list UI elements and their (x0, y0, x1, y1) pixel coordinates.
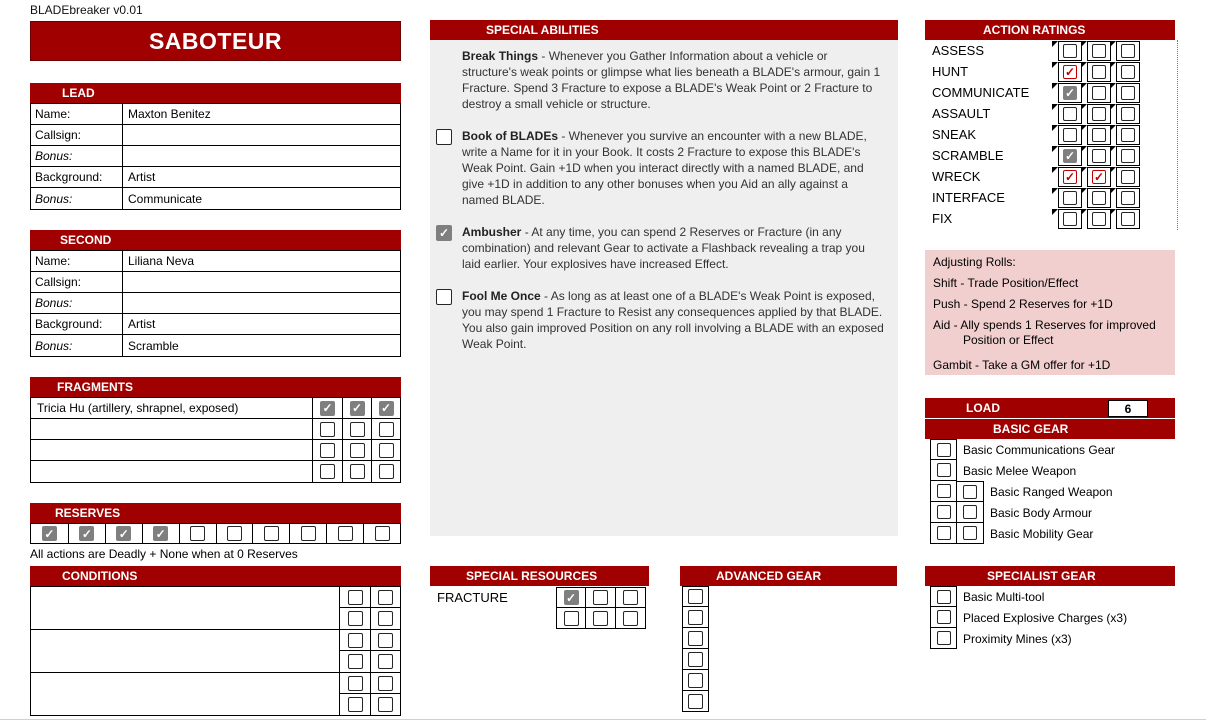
action-rating-checkbox[interactable] (1092, 149, 1106, 163)
action-rating-cell[interactable] (1058, 83, 1082, 103)
action-rating-cell[interactable] (1087, 104, 1111, 124)
gear-checkbox[interactable] (937, 526, 951, 540)
action-rating-cell[interactable] (1087, 146, 1111, 166)
ability-name: Book of BLADEs (462, 129, 558, 143)
action-rating-checkbox[interactable] (1063, 44, 1077, 58)
print-area-divider (1177, 40, 1178, 230)
load-label: LOAD (966, 401, 1000, 415)
adjusting-rolls-line: Push - Spend 2 Reserves for +1D (933, 297, 1113, 311)
adjusting-rolls-title: Adjusting Rolls: (933, 255, 1016, 269)
table-row (31, 335, 400, 356)
conditions-header (30, 566, 401, 586)
action-rating-cell[interactable] (1116, 41, 1140, 61)
corner-mark-icon (1081, 167, 1087, 173)
gear-label: Basic Body Armour (990, 505, 1093, 520)
condition-checkbox[interactable] (378, 697, 393, 712)
action-rating-checkbox[interactable] (1092, 191, 1106, 205)
ability-break-things (462, 48, 884, 112)
fracture-grid (556, 587, 646, 629)
class-title-banner (30, 21, 401, 61)
corner-mark-icon (1052, 104, 1058, 110)
action-rating-cell[interactable] (1116, 104, 1140, 124)
fracture-checkbox[interactable] (564, 611, 579, 626)
table-row (31, 272, 400, 293)
gear-label: Basic Ranged Weapon (990, 484, 1113, 499)
reserves-track (30, 523, 401, 544)
corner-mark-icon (1110, 83, 1116, 89)
adjusting-rolls-box (925, 250, 1175, 375)
action-row-interface (925, 187, 1175, 208)
ability-checkbox[interactable] (436, 225, 452, 241)
action-rating-checkbox[interactable] (1063, 212, 1077, 226)
condition-text[interactable] (31, 630, 340, 672)
gear-item (930, 460, 1175, 481)
section-title: SECOND (60, 233, 112, 247)
fragment-checkbox[interactable] (350, 443, 365, 458)
action-rating-cell[interactable] (1087, 188, 1111, 208)
action-rating-checkbox[interactable] (1121, 65, 1135, 79)
action-rating-checkbox[interactable] (1063, 170, 1077, 184)
reserve-checkbox[interactable] (264, 526, 279, 541)
fragment-checkbox[interactable] (320, 422, 335, 437)
gear-label: Placed Explosive Charges (x3) (963, 610, 1128, 625)
advanced-gear-checkbox[interactable] (688, 694, 703, 709)
table-row (31, 293, 400, 314)
table-row (31, 104, 400, 125)
gear-label: Basic Communications Gear (963, 442, 1116, 457)
advanced-gear-checkbox[interactable] (688, 589, 703, 604)
fragment-text[interactable] (31, 461, 313, 482)
table-row (31, 188, 400, 209)
lead-name-field[interactable]: Maxton Benitez (128, 107, 211, 121)
action-rating-cell[interactable] (1058, 167, 1082, 187)
ability-text: - As long as at least one of a BLADE's Weak Point is exposed, you may spend 1 Fracture to Resist any consequences applied by that BLADE. You also gain improved Position on any roll involving a BLADE with an exposed Weak Point. (462, 289, 884, 351)
fragment-row (31, 440, 400, 461)
corner-mark-icon (1052, 146, 1058, 152)
section-title: ACTION RATINGS (983, 23, 1086, 37)
reserves-section (30, 503, 401, 561)
fracture-checkbox[interactable] (593, 611, 608, 626)
action-rating-cell[interactable] (1116, 125, 1140, 145)
field-label: Name: (31, 104, 123, 124)
action-rating-checkbox[interactable] (1092, 128, 1106, 142)
field-label: Background: (31, 314, 123, 334)
action-rating-cell[interactable] (1058, 104, 1082, 124)
corner-mark-icon (1052, 167, 1058, 173)
action-rating-checkbox[interactable] (1092, 170, 1106, 184)
gear-item (930, 502, 1175, 523)
fragment-checkbox[interactable] (379, 422, 394, 437)
special-abilities-section (430, 20, 898, 536)
corner-mark-icon (1052, 62, 1058, 68)
action-rating-cell[interactable] (1116, 167, 1140, 187)
action-ratings-section (925, 20, 1175, 229)
action-ratings-header (925, 20, 1175, 40)
fracture-track (430, 586, 649, 632)
lead-header (30, 83, 401, 103)
corner-mark-icon (1081, 83, 1087, 89)
special-resources-section (430, 566, 649, 632)
corner-mark-icon (1081, 41, 1087, 47)
field-label: Bonus: (31, 293, 123, 313)
reserves-header (30, 503, 401, 523)
action-rating-checkbox[interactable] (1092, 86, 1106, 100)
basic-gear-header (925, 419, 1175, 439)
corner-mark-icon (1052, 83, 1058, 89)
page-bottom-gridline (0, 719, 1206, 720)
action-rating-checkbox[interactable] (1121, 191, 1135, 205)
specialist-gear-list (930, 586, 1175, 649)
action-rating-checkbox[interactable] (1092, 107, 1106, 121)
gear-checkbox[interactable] (937, 610, 951, 624)
field-label: Callsign: (31, 125, 123, 145)
action-row-communicate (925, 82, 1175, 103)
action-name: HUNT (932, 64, 969, 79)
fragment-checkbox[interactable] (379, 464, 394, 479)
ability-ambusher (462, 224, 884, 272)
condition-checkbox[interactable] (378, 633, 393, 648)
reserve-checkbox[interactable] (301, 526, 316, 541)
second-bonus-field[interactable] (123, 293, 400, 313)
conditions-section (30, 566, 401, 716)
fragment-text[interactable] (31, 440, 313, 460)
corner-mark-icon (1110, 41, 1116, 47)
condition-slot (31, 587, 400, 630)
condition-checkbox[interactable] (348, 676, 363, 691)
action-rating-checkbox[interactable] (1063, 107, 1077, 121)
reserves-note: All actions are Deadly + None when at 0 Reserves (30, 547, 298, 561)
field-label: Background: (31, 167, 123, 187)
condition-checkbox[interactable] (348, 590, 363, 605)
gear-item (930, 628, 1175, 649)
action-rating-cell[interactable] (1087, 209, 1111, 229)
action-rating-cell[interactable] (1116, 83, 1140, 103)
action-rating-cell[interactable] (1058, 146, 1082, 166)
adjusting-rolls-line: Shift - Trade Position/Effect (933, 276, 1079, 290)
fragment-checkbox[interactable] (320, 464, 335, 479)
corner-mark-icon (1052, 125, 1058, 131)
advanced-gear-column (682, 586, 897, 712)
condition-checkbox[interactable] (348, 611, 363, 626)
adjusting-rolls-line: Gambit - Take a GM offer for +1D (933, 358, 1111, 372)
gear-item (930, 523, 1175, 544)
specialist-gear-header (925, 566, 1175, 586)
section-title: CONDITIONS (62, 569, 138, 583)
action-name: ASSESS (932, 43, 985, 58)
condition-slot (31, 630, 400, 673)
fracture-checkbox[interactable] (623, 611, 638, 626)
action-rating-cell[interactable] (1087, 62, 1111, 82)
second-name-field[interactable]: Liliana Neva (128, 254, 195, 268)
fragment-checkbox[interactable] (379, 443, 394, 458)
ability-text: - Whenever you Gather Information about a vehicle or structure's weak points or glimpse what lies beneath a BLADE's armour, gain 1 Fracture. Spend 3 Fracture to expose a BLADE's Weak Point or 2 Fracture to destroy a small vehicle or structure. (462, 49, 881, 111)
action-rating-checkbox[interactable] (1092, 212, 1106, 226)
second-header (30, 230, 401, 250)
field-label: Bonus: (31, 146, 123, 166)
ability-name: Fool Me Once (462, 289, 541, 303)
action-rating-cell[interactable] (1087, 125, 1111, 145)
lead-section (30, 83, 401, 210)
corner-mark-icon (1081, 62, 1087, 68)
table-row (31, 314, 400, 335)
corner-mark-icon (1081, 125, 1087, 131)
reserve-checkbox[interactable] (190, 526, 205, 541)
action-rating-checkbox[interactable] (1121, 149, 1135, 163)
adjusting-rolls-line: Aid - Ally spends 1 Reserves for improved Position or Effect (933, 318, 1156, 347)
condition-checkbox[interactable] (348, 633, 363, 648)
action-rating-cell[interactable] (1116, 209, 1140, 229)
basic-gear-section (925, 419, 1175, 544)
corner-mark-icon (1081, 146, 1087, 152)
action-row-assess (925, 40, 1175, 61)
fragments-header (30, 377, 401, 397)
action-rating-cell[interactable] (1116, 62, 1140, 82)
lead-bonus-field[interactable] (123, 146, 400, 166)
fragment-row (31, 461, 400, 482)
action-row-hunt (925, 61, 1175, 82)
section-title: RESERVES (55, 506, 121, 520)
fracture-checkbox[interactable] (564, 590, 579, 605)
ability-book-of-blades (462, 128, 884, 208)
action-row-fix (925, 208, 1175, 229)
gear-checkbox[interactable] (937, 631, 951, 645)
action-row-scramble (925, 145, 1175, 166)
app-version-label: BLADEbreaker v0.01 (30, 3, 143, 17)
load-value[interactable]: 6 (1108, 400, 1148, 417)
fragment-row (31, 419, 400, 440)
table-row (31, 125, 400, 146)
gear-item (930, 586, 1175, 607)
corner-mark-icon (1110, 146, 1116, 152)
action-name: SNEAK (932, 127, 977, 142)
gear-checkbox[interactable] (937, 505, 951, 519)
action-rating-cell[interactable] (1087, 167, 1111, 187)
load-bar (925, 398, 1175, 418)
fragments-table (30, 397, 401, 483)
fragment-checkbox[interactable] (379, 401, 394, 416)
condition-checkbox[interactable] (348, 654, 363, 669)
lead-background-field[interactable]: Artist (128, 170, 156, 184)
special-resources-header (430, 566, 649, 586)
gear-label: Basic Multi-tool (963, 589, 1045, 604)
action-rating-cell[interactable] (1087, 83, 1111, 103)
specialist-gear-section (925, 566, 1175, 649)
fragment-checkbox[interactable] (350, 422, 365, 437)
second-callsign-field[interactable] (123, 272, 400, 292)
action-rating-checkbox[interactable] (1063, 65, 1077, 79)
action-rating-cell[interactable] (1058, 209, 1082, 229)
advanced-gear-checkbox[interactable] (688, 652, 703, 667)
action-rating-checkbox[interactable] (1092, 65, 1106, 79)
section-title: LEAD (62, 86, 95, 100)
special-abilities-header (430, 20, 898, 40)
action-rating-cell[interactable] (1058, 125, 1082, 145)
corner-mark-icon (1110, 62, 1116, 68)
action-row-wreck (925, 166, 1175, 187)
condition-checkbox[interactable] (378, 654, 393, 669)
action-rating-checkbox[interactable] (1063, 128, 1077, 142)
ability-text: - Whenever you survive an encounter with a new BLADE, write a Name for it in your Book. It costs 2 Fracture to expose this BLADE's Weak Point. Gain +1D when you interact directly with a named BLADE, and give +1D in addition to any other bonuses when you Aid an ally against a named BLADE. (462, 129, 867, 207)
special-abilities-box (430, 40, 898, 536)
action-rating-cell[interactable] (1087, 41, 1111, 61)
fragment-checkbox[interactable] (350, 464, 365, 479)
corner-mark-icon (1052, 41, 1058, 47)
second-section (30, 230, 401, 357)
lead-background-bonus-field[interactable]: Communicate (128, 191, 203, 206)
table-row (31, 167, 400, 188)
action-rating-cell[interactable] (1058, 41, 1082, 61)
fragment-checkbox[interactable] (320, 443, 335, 458)
fracture-checkbox[interactable] (593, 590, 608, 605)
advanced-gear-section (680, 566, 897, 712)
action-row-sneak (925, 124, 1175, 145)
second-table (30, 250, 401, 357)
action-rating-checkbox[interactable] (1063, 191, 1077, 205)
section-title: SPECIALIST GEAR (987, 569, 1096, 583)
fracture-checkbox[interactable] (623, 590, 638, 605)
corner-mark-icon (1110, 104, 1116, 110)
corner-mark-icon (1110, 167, 1116, 173)
gear-item (930, 439, 1175, 460)
lead-callsign-field[interactable] (123, 125, 400, 145)
gear-label: Basic Mobility Gear (990, 526, 1094, 541)
field-label: Callsign: (31, 272, 123, 292)
gear-checkbox[interactable] (963, 505, 977, 519)
condition-text[interactable] (31, 587, 340, 629)
action-name: INTERFACE (932, 190, 1005, 205)
gear-checkbox[interactable] (937, 590, 951, 604)
reserve-checkbox[interactable] (338, 526, 353, 541)
action-name: COMMUNICATE (932, 85, 1030, 100)
class-title: SABOTEUR (148, 27, 283, 54)
advanced-gear-checkbox[interactable] (688, 673, 703, 688)
action-rating-checkbox[interactable] (1121, 128, 1135, 142)
action-name: FIX (932, 211, 953, 226)
condition-checkbox[interactable] (378, 590, 393, 605)
conditions-table (30, 586, 401, 716)
reserve-checkbox[interactable] (153, 526, 168, 541)
advanced-gear-checkbox[interactable] (688, 631, 703, 646)
action-rating-checkbox[interactable] (1063, 149, 1077, 163)
fragment-checkbox[interactable] (320, 401, 335, 416)
condition-text[interactable] (31, 673, 340, 715)
fragment-text[interactable]: Tricia Hu (artillery, shrapnel, exposed) (31, 398, 313, 418)
action-rating-checkbox[interactable] (1121, 86, 1135, 100)
action-name: WRECK (932, 169, 981, 184)
table-row (31, 251, 400, 272)
field-label: Bonus: (31, 335, 123, 356)
action-rating-cell[interactable] (1058, 188, 1082, 208)
section-title: BASIC GEAR (993, 422, 1069, 436)
gear-item (930, 607, 1175, 628)
action-rating-checkbox[interactable] (1063, 86, 1077, 100)
action-row-assault (925, 103, 1175, 124)
ability-checkbox[interactable] (436, 289, 452, 305)
condition-checkbox[interactable] (378, 611, 393, 626)
corner-mark-icon (1110, 188, 1116, 194)
section-title: SPECIAL RESOURCES (466, 569, 598, 583)
gear-checkbox[interactable] (937, 463, 951, 477)
ability-fool-me-once (462, 288, 884, 352)
field-label: Name: (31, 251, 123, 271)
action-rating-checkbox[interactable] (1121, 212, 1135, 226)
advanced-gear-header (680, 566, 897, 586)
corner-mark-icon (1110, 209, 1116, 215)
condition-slot (31, 673, 400, 715)
section-title: FRAGMENTS (57, 380, 133, 394)
second-background-bonus-field[interactable]: Scramble (128, 338, 179, 353)
fragment-checkbox[interactable] (350, 401, 365, 416)
gear-checkbox[interactable] (937, 443, 951, 457)
action-rating-checkbox[interactable] (1121, 44, 1135, 58)
action-rating-cell[interactable] (1058, 62, 1082, 82)
ability-name: Break Things (462, 49, 539, 63)
advanced-gear-checkbox[interactable] (688, 610, 703, 625)
ability-checkbox[interactable] (436, 129, 452, 145)
action-rating-checkbox[interactable] (1121, 170, 1135, 184)
gear-label: Basic Melee Weapon (963, 463, 1077, 478)
fragment-row (31, 398, 400, 419)
condition-checkbox[interactable] (348, 697, 363, 712)
field-label: Bonus: (31, 188, 123, 209)
action-rating-checkbox[interactable] (1121, 107, 1135, 121)
reserve-checkbox[interactable] (375, 526, 390, 541)
action-name: ASSAULT (932, 106, 991, 121)
action-rating-checkbox[interactable] (1092, 44, 1106, 58)
gear-checkbox[interactable] (963, 485, 977, 499)
corner-mark-icon (1052, 188, 1058, 194)
fragments-section (30, 377, 401, 483)
gear-checkbox[interactable] (937, 484, 951, 498)
second-background-field[interactable]: Artist (128, 317, 156, 331)
table-row (31, 146, 400, 167)
action-rating-cell[interactable] (1116, 188, 1140, 208)
gear-label: Proximity Mines (x3) (963, 631, 1072, 646)
reserve-checkbox[interactable] (116, 526, 131, 541)
corner-mark-icon (1081, 104, 1087, 110)
lead-table (30, 103, 401, 210)
reserve-checkbox[interactable] (42, 526, 57, 541)
ability-name: Ambusher (462, 225, 522, 239)
section-title: SPECIAL ABILITIES (486, 23, 599, 37)
condition-checkbox[interactable] (378, 676, 393, 691)
corner-mark-icon (1052, 209, 1058, 215)
gear-item (930, 481, 1175, 502)
reserve-checkbox[interactable] (227, 526, 242, 541)
action-name: SCRAMBLE (932, 148, 1004, 163)
corner-mark-icon (1110, 125, 1116, 131)
section-title: ADVANCED GEAR (716, 569, 822, 583)
corner-mark-icon (1081, 188, 1087, 194)
action-rating-cell[interactable] (1116, 146, 1140, 166)
resource-label: FRACTURE (437, 590, 508, 605)
basic-gear-list (930, 439, 1175, 544)
gear-checkbox[interactable] (963, 526, 977, 540)
reserve-checkbox[interactable] (79, 526, 94, 541)
fragment-text[interactable] (31, 419, 313, 439)
corner-mark-icon (1081, 209, 1087, 215)
ability-text: - At any time, you can spend 2 Reserves or Fracture (in any combination) and relevant Gear to activate a Flashback revealing a trap you laid earlier. Your explosives have increased Effect. (462, 225, 865, 271)
